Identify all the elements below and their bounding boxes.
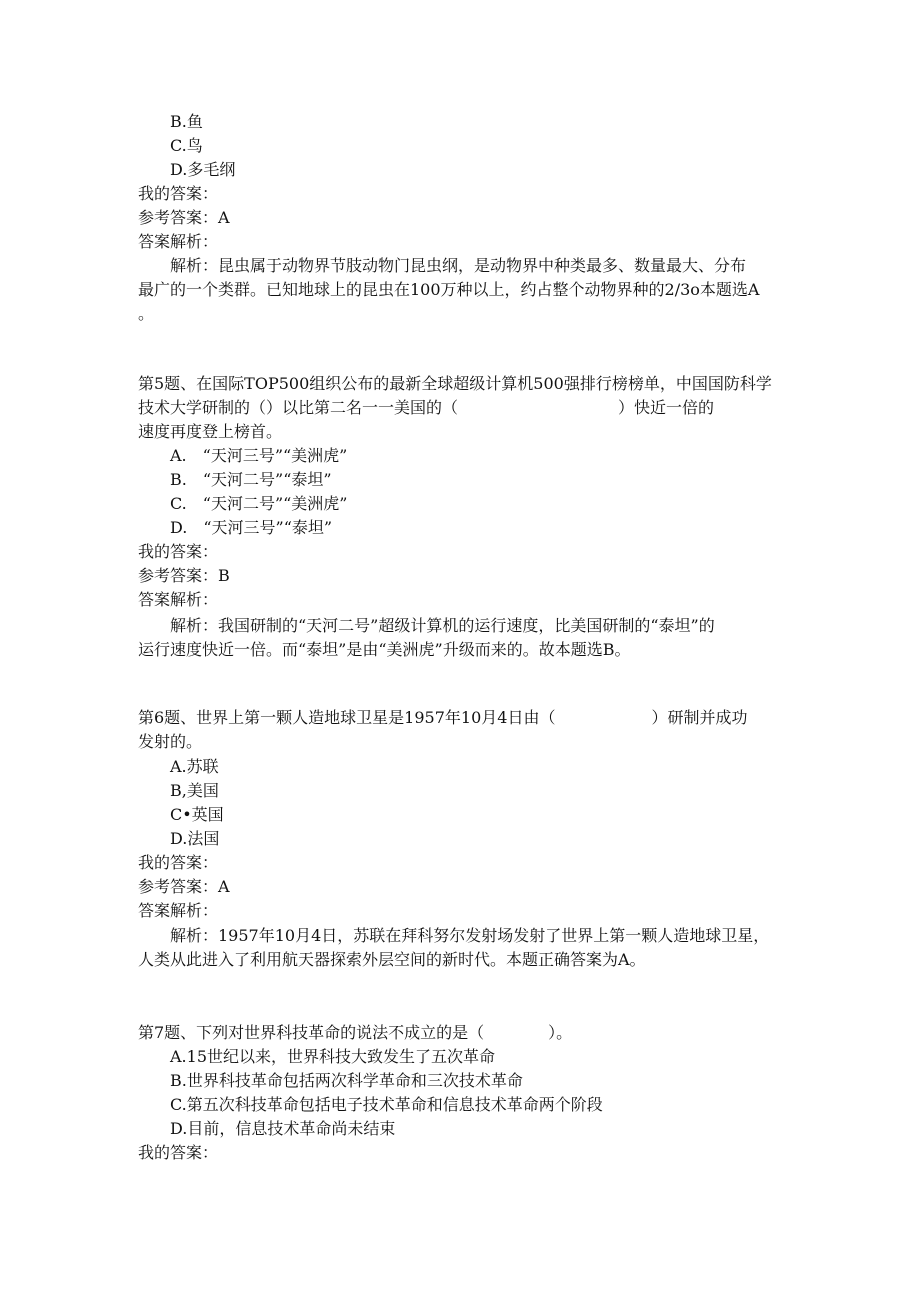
q5-analysis-line-1: 解析：我国研制的“天河二号”超级计算机的运行速度，比美国研制的“泰坦”的 [170,616,715,635]
q4-option-c: C.鸟 [170,136,203,155]
q5-question-line-1: 第5题、在国际TOP500组织公布的最新全球超级计算机500强排行榜榜单，中国国防科学 [138,374,772,393]
q5-option-c: C. “天河二号”“美洲虎” [170,494,348,513]
q4-analysis-line-1: 解析：昆虫属于动物界节肢动物门昆虫纲，是动物界中种类最多、数量最大、分布 [170,256,747,275]
q6-option-a: A.苏联 [170,757,219,776]
q5-question-line-3: 速度再度登上榜首。 [138,422,283,441]
q6-ref-answer: 参考答案：A [138,877,230,896]
q4-analysis-label: 答案解析： [138,232,219,251]
q7-option-c: C.第五次科技革命包括电子技术革命和信息技术革命两个阶段 [170,1095,603,1114]
q4-option-b: B.鱼 [170,112,203,131]
q4-my-answer: 我的答案： [138,184,219,203]
q6-analysis-label: 答案解析： [138,901,219,920]
q6-option-b: B,美国 [170,781,219,800]
q5-question-line-2: 技术大学研制的（）以比第二名一一美国的（ ）快近一倍的 [138,398,715,417]
q5-option-a: A. “天河三号”“美洲虎” [170,446,348,465]
q5-ref-answer: 参考答案：B [138,566,230,585]
q5-analysis-line-2: 运行速度快近一倍。而“泰坦”是由“美洲虎”升级而来的。故本题选B。 [138,640,631,659]
q6-option-c: C•英国 [170,805,224,824]
q6-question-line-2: 发射的。 [138,732,203,751]
q5-option-b: B. “天河二号”“泰坦” [170,470,332,489]
q4-analysis-line-3: 。 [138,304,155,323]
q7-option-a: A.15世纪以来，世界科技大致发生了五次革命 [170,1047,496,1066]
q7-option-b: B.世界科技革命包括两次科学革命和三次技术革命 [170,1071,523,1090]
q4-ref-answer: 参考答案：A [138,208,230,227]
q6-analysis-line-2: 人类从此进入了利用航天器探索外层空间的新时代。本题正确答案为A。 [138,950,646,969]
q7-option-d: D.目前，信息技术革命尚未结束 [170,1119,396,1138]
q6-question-line-1: 第6题、世界上第一颗人造地球卫星是1957年10月4日由（ ）研制并成功 [138,708,748,727]
q7-my-answer: 我的答案： [138,1143,219,1162]
q6-option-d: D.法国 [170,829,220,848]
q6-analysis-line-1: 解析：1957年10月4日，苏联在拜科努尔发射场发射了世界上第一颗人造地球卫星， [170,926,770,945]
q7-question-line-1: 第7题、下列对世界科技革命的说法不成立的是（ ）。 [138,1023,573,1042]
q4-option-d: D.多毛纲 [170,160,236,179]
q6-my-answer: 我的答案： [138,853,219,872]
q5-option-d: D. “天河三号”“泰坦” [170,518,333,537]
q4-analysis-line-2: 最广的一个类群。已知地球上的昆虫在100万种以上，约占整个动物界种的2/3o本题选A [138,280,760,299]
q5-analysis-label: 答案解析： [138,590,219,609]
q5-my-answer: 我的答案： [138,542,219,561]
